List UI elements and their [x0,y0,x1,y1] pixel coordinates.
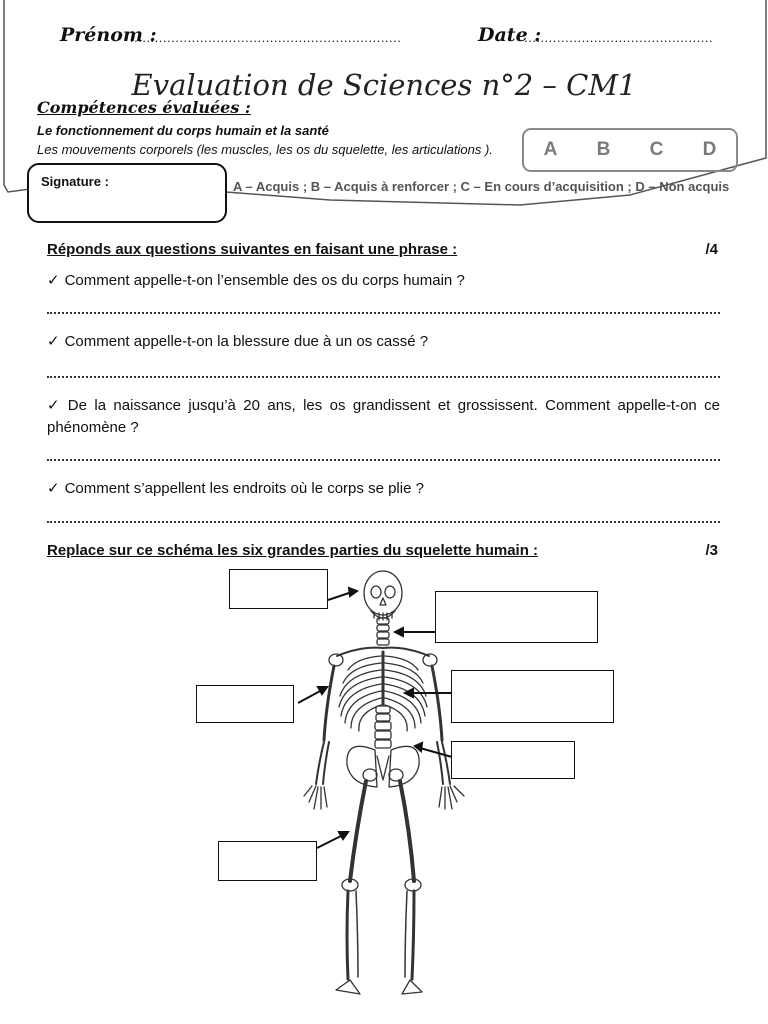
section-questions-score: /4 [705,241,718,258]
label-box-leg[interactable] [218,841,317,881]
competence-line-1: Le fonctionnement du corps humain et la santé [37,123,329,138]
section-questions-title: Réponds aux questions suivantes en faisant une phrase : [47,241,458,258]
signature-label: Signature : [41,174,109,189]
neck-drawing [377,618,389,645]
label-box-spine[interactable] [435,591,598,643]
checkmark-icon: ✓ [47,397,63,414]
arrow-skull [328,592,352,600]
grade-b[interactable]: B [596,139,611,160]
question-text: De la naissance jusqu’à 20 ans, les os grandissent et grossissent. Comment appelle-t-on ce phénomène ? [47,397,720,436]
prenom-label: Prénom : [60,24,157,46]
checkmark-icon: ✓ [47,480,60,497]
right-leg-drawing [400,781,422,994]
grade-legend: A – Acquis ; B – Acquis à renforcer ; C – En cours d’acquisition ; D – Non acquis [233,179,730,194]
checkmark-icon: ✓ [47,272,60,289]
question-text: Comment s’appellent les endroits où le corps se plie ? [64,480,424,497]
checkmark-icon: ✓ [47,333,60,350]
page-title: Evaluation de Sciences n°2 – CM1 [131,68,637,102]
pelvis-drawing [347,746,419,787]
arrow-shoulder [298,690,322,703]
skull-drawing [364,571,402,620]
grade-c[interactable]: C [649,139,664,160]
spine-drawing [375,706,391,748]
left-leg-drawing [336,781,366,994]
grade-d[interactable]: D [702,139,717,160]
arrow-leg [317,835,343,848]
competence-line-2: Les mouvements corporels (les muscles, les os du squelette, les articulations ). [37,142,493,157]
competences-title: Compétences évaluées : [37,98,251,117]
section-skeleton-score: /3 [705,542,718,559]
label-box-ribcage[interactable] [451,670,614,723]
section-skeleton-title: Replace sur ce schéma les six grandes parties du squelette humain : [47,542,539,559]
label-box-skull[interactable] [229,569,328,609]
question-text: Comment appelle-t-on la blessure due à un os cassé ? [64,333,429,350]
label-box-arm[interactable] [196,685,294,723]
question-text: Comment appelle-t-on l’ensemble des os du corps humain ? [64,272,465,289]
date-label: Date : [478,24,542,46]
grade-a[interactable]: A [543,139,558,160]
label-box-pelvis[interactable] [451,741,575,779]
prenom-field[interactable]: .................................................................. [130,30,402,45]
date-field[interactable]: .............................................. [524,30,714,45]
arrow-pelvis [420,748,452,757]
